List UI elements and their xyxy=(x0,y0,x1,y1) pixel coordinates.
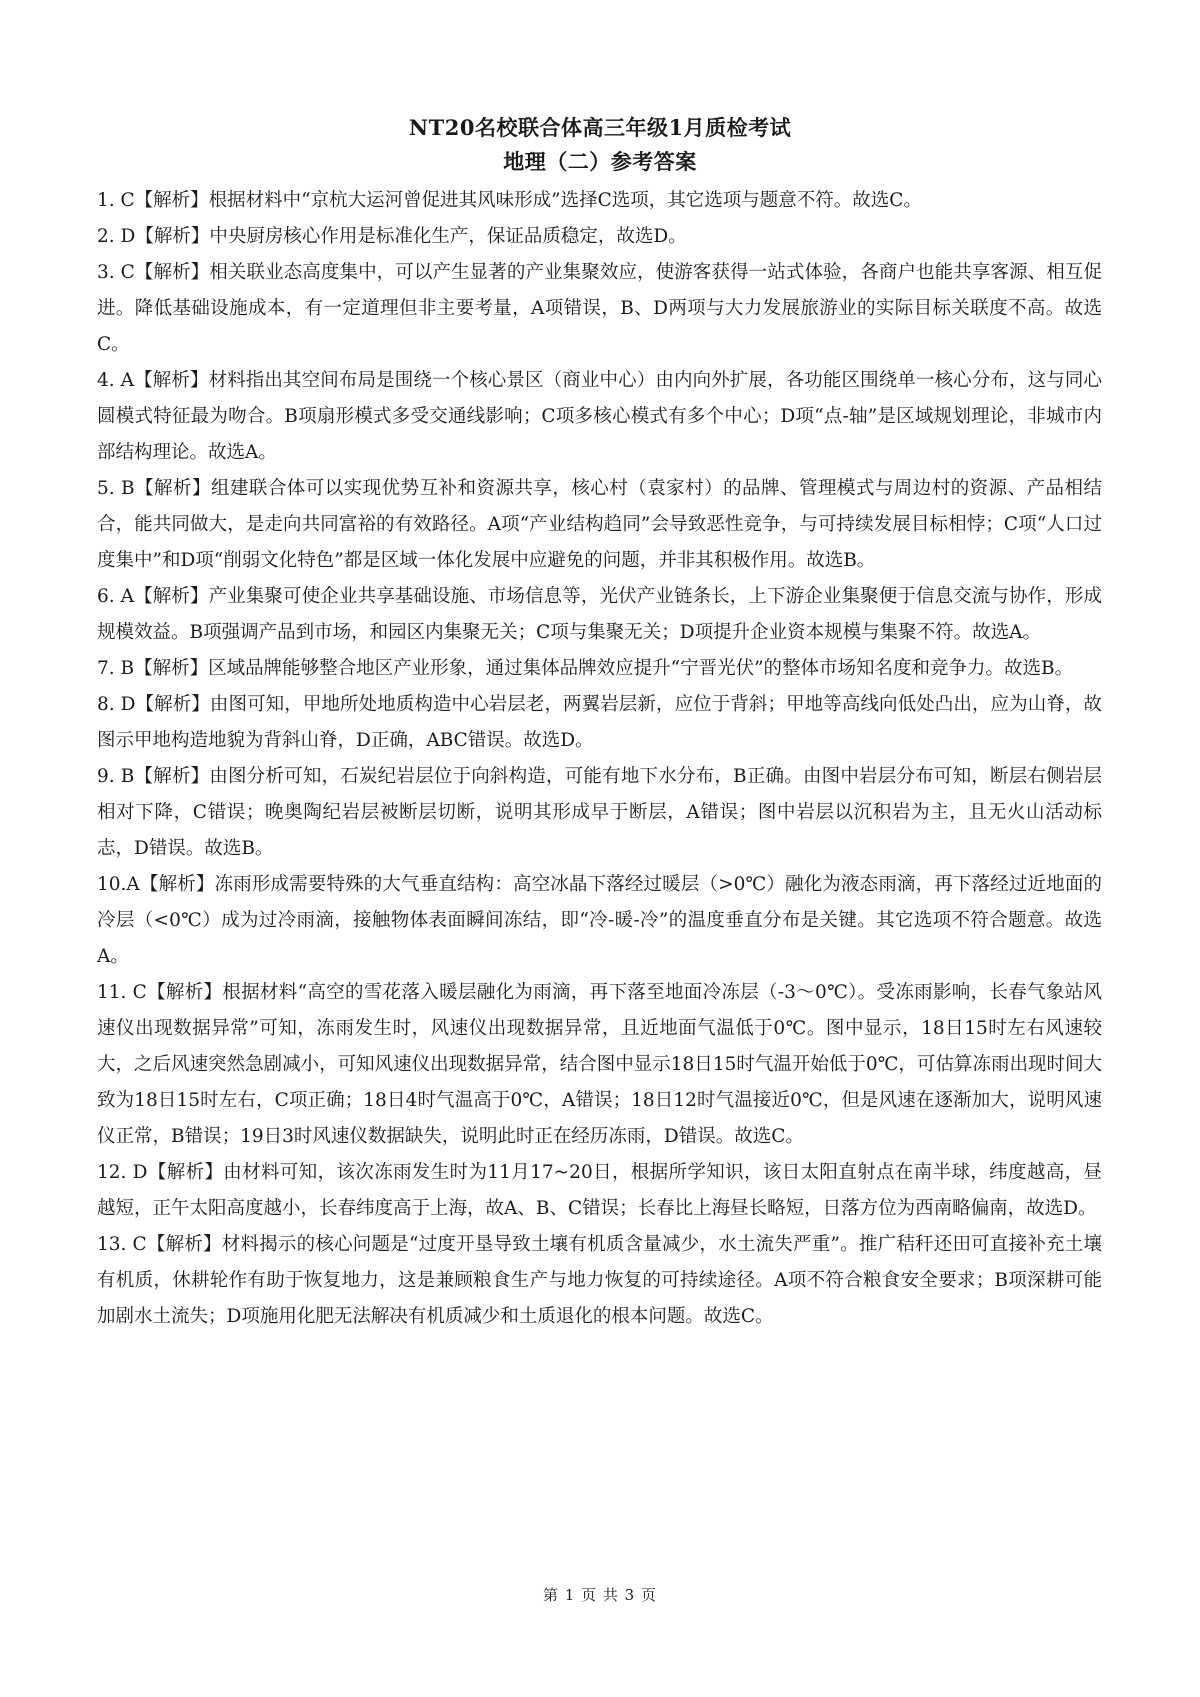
answer-item-7: 7. B【解析】区域品牌能够整合地区产业形象，通过集体品牌效应提升“宁晋光伏”的整体市场知名度和竞争力。故选B。 xyxy=(97,658,1074,679)
answer-list xyxy=(97,183,1102,1335)
answer-item-6: 6. A【解析】产业集聚可使企业共享基础设施、市场信息等，光伏产业链条长，上下游企业集聚便于信息交流与协作，形成规模效益。B项强调产品到市场，和园区内集聚无关；C项与集聚无关；D项提升企业资本规模与集聚不符。故选A。 xyxy=(97,586,1102,643)
answer-item-9: 9. B【解析】由图分析可知，石炭纪岩层位于向斜构造，可能有地下水分布，B正确。由图中岩层分布可知，断层右侧岩层相对下降，C错误；晚奥陶纪岩层被断层切断，说明其形成早于断层，A错误；图中岩层以沉积岩为主，且无火山活动标志，D错误。故选B。 xyxy=(97,766,1102,859)
answer-item-1: 1. C【解析】根据材料中“京杭大运河曾促进其风味形成”选择C选项，其它选项与题意不符。故选C。 xyxy=(97,190,922,211)
answer-item-4: 4. A【解析】材料指出其空间布局是围绕一个核心景区（商业中心）由内向外扩展，各功能区围绕单一核心分布，这与同心圆模式特征最为吻合。B项扇形模式多受交通线影响；C项多核心模式有多个中心；D项“点-轴”是区域规划理论，非城市内部结构理论。故选A。 xyxy=(97,370,1102,463)
answer-item-5: 5. B【解析】组建联合体可以实现优势互补和资源共享，核心村（袁家村）的品牌、管理模式与周边村的资源、产品相结合，能共同做大，是走向共同富裕的有效路径。A项“产业结构趋同”会导致恶性竞争，与可持续发展目标相悖；C项“人口过度集中”和D项“削弱文化特色”都是区域一体化发展中应避免的问题，并非其积极作用。故选B。 xyxy=(97,478,1102,571)
answer-item-11: 11. C【解析】根据材料“高空的雪花落入暖层融化为雨滴，再下落至地面冷冻层（-3～0℃）。受冻雨影响，长春气象站风速仪出现数据异常”可知，冻雨发生时，风速仪出现数据异常，且近地面气温低于0℃。图中显示，18日15时左右风速较大，之后风速突然急剧减小，可知风速仪出现数据异常，结合图中显示18日15时气温开始低于0℃，可估算冻雨出现时间大致为18日15时左右，C项正确；18日4时气温高于0℃，A错误；18日12时气温接近0℃，但是风速在逐渐加大，说明风速仪正常，B错误；19日3时风速仪数据缺失，说明此时正在经历冻雨，D错误。故选C。 xyxy=(97,982,1102,1147)
answer-item-8: 8. D【解析】由图可知，甲地所处地质构造中心岩层老，两翼岩层新，应位于背斜；甲地等高线向低处凸出，应为山脊，故图示甲地构造地貌为背斜山脊，D正确，ABC错误。故选D。 xyxy=(97,694,1102,751)
answer-item-10: 10.A【解析】冻雨形成需要特殊的大气垂直结构：高空冰晶下落经过暖层（>0℃）融化为液态雨滴，再下落经过近地面的冷层（<0℃）成为过冷雨滴，接触物体表面瞬间冻结，即“冷-暖-冷”的温度垂直分布是关键。其它选项不符合题意。故选A。 xyxy=(97,874,1102,967)
answer-item-12: 12. D【解析】由材料可知，该次冻雨发生时为11月17~20日，根据所学知识，该日太阳直射点在南半球，纬度越高，昼越短，正午太阳高度越小，长春纬度高于上海，故A、B、C错误；长春比上海昼长略短，日落方位为西南略偏南，故选D。 xyxy=(97,1162,1102,1219)
answer-item-13: 13. C【解析】材料揭示的核心问题是“过度开垦导致土壤有机质含量减少，水土流失严重”。推广秸秆还田可直接补充土壤有机质，休耕轮作有助于恢复地力，这是兼顾粮食生产与地力恢复的可持续途径。A项不符合粮食安全要求；B项深耕可能加剧水土流失；D项施用化肥无法解决有机质减少和土质退化的根本问题。故选C。 xyxy=(97,1234,1102,1327)
page-title: NT20名校联合体高三年级1月质检考试 xyxy=(408,115,792,140)
answer-item-2: 2. D【解析】中央厨房核心作用是标准化生产，保证品质稳定，故选D。 xyxy=(97,226,687,247)
answer-item-3: 3. C【解析】相关联业态高度集中，可以产生显著的产业集聚效应，使游客获得一站式体验，各商户也能共享客源、相互促进。降低基础设施成本，有一定道理但非主要考量，A项错误，B、D两项与大力发展旅游业的实际目标关联度不高。故选C。 xyxy=(97,262,1102,355)
page-subtitle: 地理（二）参考答案 xyxy=(503,149,697,174)
page-number: 第 1 页 共 3 页 xyxy=(543,1586,657,1604)
